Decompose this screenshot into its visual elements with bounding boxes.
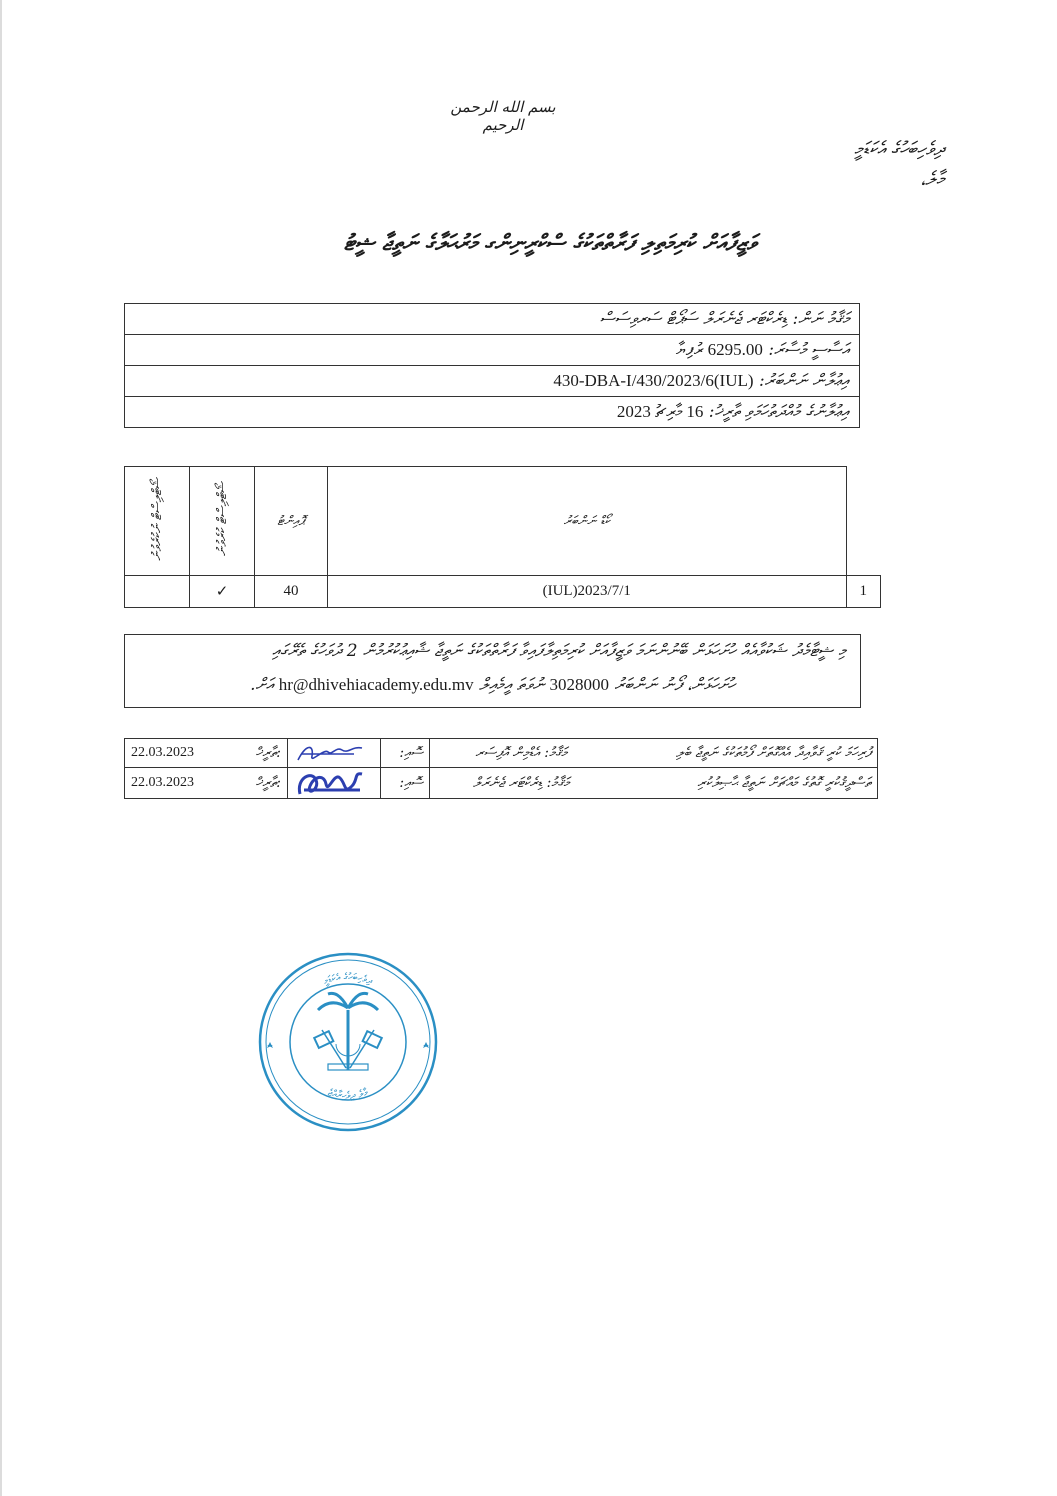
table-row [125, 576, 881, 608]
emblem-icon [314, 993, 382, 1070]
signoff-role: ފުރިހަމަ ކުރީ ޤަވާއިދާ އެއްގޮތަށް ފޯމުތަކުގެ ނަތީޖާ ބެލި [612, 739, 878, 768]
signoff-row [125, 768, 878, 799]
notice-text: ނުވަތަ އީމެއިލް [479, 675, 545, 695]
results-header-row [125, 467, 881, 576]
cell-index: 1 [846, 576, 881, 608]
organization-name: ދިވެހިބަހުގެ އެކަޑަމީ [854, 138, 944, 160]
notice-text: ހުށަހަޅަން، ފޯނު ނަންބަރު [614, 675, 735, 695]
header-shortlisted: ޝޯޓްލިސްޓް ކުރެވުނު [214, 481, 230, 557]
seal-top-text: ދިވެހިބަހުގެ އެކަޑަމީ [322, 971, 374, 988]
official-seal [256, 950, 440, 1134]
results-table [124, 466, 881, 608]
info-row [125, 335, 860, 366]
cell-shortlisted: ✓ [190, 576, 255, 608]
info-value: ޑިރެކްޓަރ ޖެނެރަލް ސަޕޯޓް ސަރވިސަސް [599, 309, 788, 329]
info-row [125, 304, 860, 335]
info-label: އިޢުލާން ނަންބަރު: [758, 371, 849, 391]
seal-bottom-text: މާލެ ދިވެހިރާއްޖެ [326, 1087, 370, 1102]
star-icon [267, 1042, 273, 1048]
info-row [125, 397, 860, 428]
signoff-date-label: ތާރީޚް: [255, 745, 281, 761]
info-value: 6295.00 ރުފިޔާ [675, 340, 763, 359]
cell-points: 40 [255, 576, 328, 608]
complaint-notice [124, 634, 861, 708]
info-value: 16 މާރިޗު 2023 [616, 402, 704, 421]
signoff-role: ތަސްދީޤުކުރީ ގޮތުގެ މައްޗަށް ނަތީޖާ ޙާޞިލުކުރި [612, 768, 878, 799]
signoff-row [125, 739, 878, 768]
cell-application-number: (IUL)2023/7/1 [328, 576, 847, 608]
page-edge [0, 0, 2, 1496]
notice-line-1: މި ޝީޓާމެދު ޝަކުވާއެއް ހުށަހަޅަން ބޭނުންނަމަ ވަޒީފާއަށް ކުރިމަތިލާފައިވާ ފަރާތްތަކުގެ ނަތީޖާ ޝާއިޢުކުރުމުން 2 ދުވަހުގެ ތެރޭގައި [272, 641, 846, 661]
header-application-number: ކޯޑް ނަންބަރު [328, 467, 847, 576]
document-title: ވަޒީފާއަށް ކުރިމަތިލި ފަރާތްތަކުގެ ސްކްރީނިންގ މަރުޙަލާގެ ނަތީޖާ ޝީޓު [343, 230, 757, 256]
info-value: (IUL)430-DBA-I/430/2023/6 [553, 371, 754, 390]
header-points: ޕޮއިންޓު [255, 467, 328, 576]
header-not-shortlisted: ޝޯޓްލިސްޓް ނުކުރެވުނު [149, 477, 165, 561]
bismillah-calligraphy: بسم الله الرحمن الرحيم [450, 98, 556, 134]
organization-city: މާލެ، [920, 168, 944, 190]
signoff-position: މަޤާމު: އެޑްމިން އޮފިސަރ [430, 739, 613, 768]
notice-email: hr@dhivehiacademy.edu.mv [278, 675, 474, 694]
signoff-sign-label: ސޮއި: [381, 739, 430, 768]
signoff-sign-label: ސޮއި: [381, 768, 430, 799]
cell-not-shortlisted [125, 576, 190, 608]
notice-line-2 [125, 675, 860, 695]
info-row [125, 366, 860, 397]
signoff-date: 22.03.2023 [131, 775, 194, 790]
notice-text: އަށް. [250, 675, 274, 695]
signoff-position: މަޤާމު: ޑިރެކްޓަރ ޖެނެރަލް [430, 768, 613, 799]
info-label: އިޢުލާނުގެ މުއްދަތުހަމަވި ތާރީޚު: [708, 402, 849, 422]
star-icon [423, 1042, 429, 1048]
signature-1 [294, 740, 366, 766]
signoff-date: 22.03.2023 [131, 745, 194, 760]
job-info-table [124, 303, 860, 428]
svg-text:މާލެ ދިވެހިރާއްޖެ [327, 1087, 371, 1102]
svg-text:ދިވެހިބަހުގެ އެކަޑަމީ [322, 972, 374, 987]
signoff-table [124, 738, 878, 799]
info-label: އަސާސީ މުސާރަ: [768, 340, 849, 360]
signature-2 [294, 768, 366, 798]
organization-header [854, 134, 944, 194]
info-label: މަޤާމު ނަން: [792, 309, 849, 329]
signoff-date-label: ތާރީޚް: [255, 775, 281, 791]
notice-phone: 3028000 [549, 675, 610, 694]
